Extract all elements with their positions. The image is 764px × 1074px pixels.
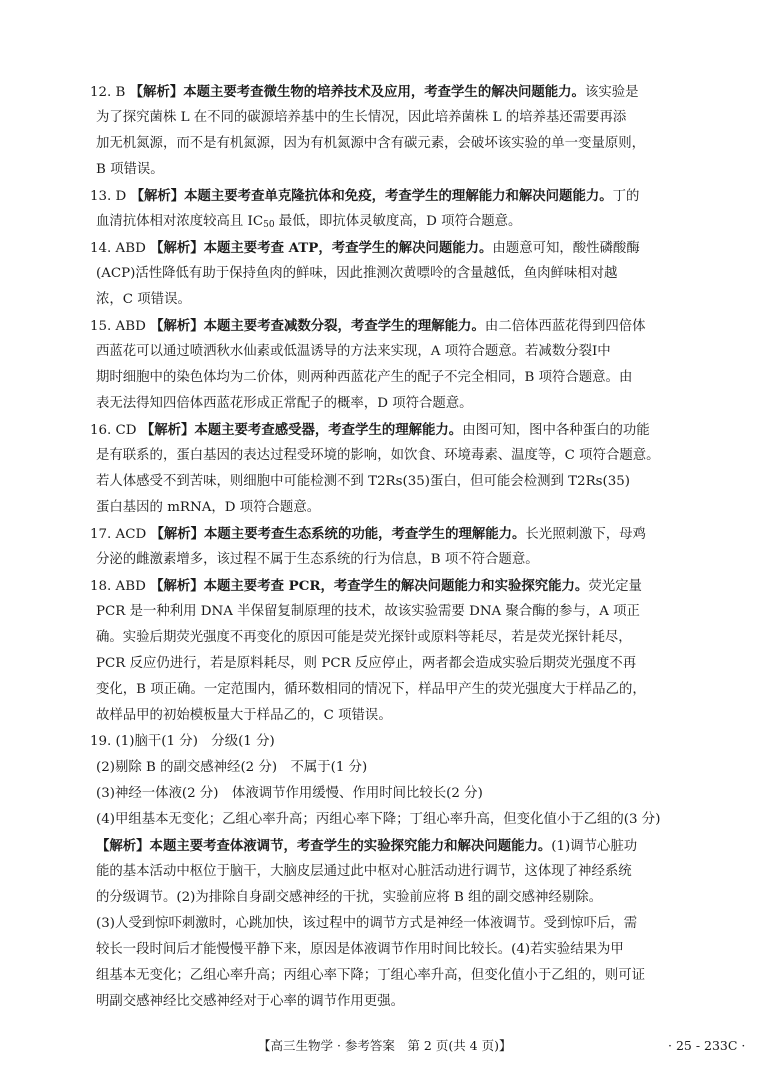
item-14-line-3: 浓，C 项错误。 xyxy=(96,292,191,307)
item-16-line-3: 若人体感受不到苦味，则细胞中可能检测不到 T2Rs(35)蛋白，但可能会检测到 T2Rs(35) xyxy=(96,474,631,489)
item-19-analysis-line-7: 明副交感神经比交感神经对于心率的调节作用更强。 xyxy=(96,994,404,1009)
analysis-heading: 【解析】本题主要考查体液调节，考查学生的实验探究能力和解决问题能力。 xyxy=(96,838,552,854)
item-19-analysis-line-2: 能的基本活动中枢位于脑干，大脑皮层通过此中枢对心脏活动进行调节，这体现了神经系统 xyxy=(96,864,632,879)
analysis-text: 由图可知，图中各种蛋白的功能 xyxy=(462,423,650,438)
item-19-answer-4: (4)甲组基本无变化；乙组心率升高；丙组心率下降；丁组心率升高，但变化值小于乙组的(3 分) xyxy=(96,812,661,827)
item-15-line-2: 西蓝花可以通过喷洒秋水仙素或低温诱导的方法来实现，A 项符合题意。若减数分裂Ⅰ中 xyxy=(96,344,611,359)
subscript: 50 xyxy=(263,220,275,230)
item-19-analysis-line-4: (3)人受到惊吓刺激时，心跳加快，该过程中的调节方式是神经一体液调节。受到惊吓后，需 xyxy=(96,916,638,931)
analysis-heading: 【解析】本题主要考查减数分裂，考查学生的理解能力。 xyxy=(150,318,485,334)
item-number: 13. D xyxy=(90,189,127,204)
item-15-line-3: 期时细胞中的染色体均为二价体，则两种西蓝花产生的配子不完全相同，B 项符合题意。由 xyxy=(96,370,633,385)
item-17-line-2: 分泌的雌激素增多，该过程不属于生态系统的行为信息，B 项不符合题意。 xyxy=(96,552,539,567)
item-12-line-4: B 项错误。 xyxy=(96,162,164,177)
analysis-heading: 【解析】本题主要考查单克隆抗体和免疫，考查学生的理解能力和解决问题能力。 xyxy=(130,188,613,204)
analysis-text: 丁的 xyxy=(612,189,640,204)
item-19-answer-1: 19. (1)脑干(1 分) 分级(1 分) xyxy=(90,734,275,749)
analysis-text: 由题意可知，酸性磷酸酶 xyxy=(492,241,640,256)
item-19-analysis-line-5: 较长一段时间后才能慢慢平静下来，原因是体液调节作用时间比较长。(4)若实验结果为甲 xyxy=(96,942,624,957)
analysis-text: 由二倍体西蓝花得到四倍体 xyxy=(484,319,646,334)
analysis-heading: 【解析】本题主要考查生态系统的功能，考查学生的理解能力。 xyxy=(150,526,526,542)
item-12-line-2: 为了探究菌株 L 在不同的碳源培养基中的生长情况，因此培养菌株 L 的培养基还需要再添 xyxy=(96,110,627,125)
item-18-line-2: PCR 是一种利用 DNA 半保留复制原理的技术，故该实验需要 DNA 聚合酶的参与，A 项正 xyxy=(96,604,640,619)
analysis-text: (1)调节心脏功 xyxy=(551,839,638,854)
footer-code: · 25 - 233C · xyxy=(668,1038,746,1053)
item-19-analysis-line-1 xyxy=(96,833,736,859)
analysis-text: 该实验是 xyxy=(584,85,639,100)
item-number: 14. ABD xyxy=(90,241,146,256)
item-18-line-4: PCR 反应仍进行，若是原料耗尽，则 PCR 反应停止，两者都会造成实验后期荧光强度不再 xyxy=(96,656,637,671)
item-number: 12. B xyxy=(90,85,126,100)
item-19-analysis-line-6: 组基本无变化；乙组心率升高；丙组心率下降；丁组心率升高，但变化值小于乙组的，则可证 xyxy=(96,968,646,983)
item-15-line-1 xyxy=(90,313,736,339)
page-footer xyxy=(0,1034,764,1058)
analysis-heading: 【解析】本题主要考查微生物的培养技术及应用，考查学生的解决问题能力。 xyxy=(129,84,585,100)
item-14-line-1 xyxy=(90,235,736,261)
item-18-line-6: 故样品甲的初始模板量大于样品乙的，C 项错误。 xyxy=(96,708,392,723)
item-12-line-3: 加无机氮源，而不是有机氮源，因为有机氮源中含有碳元素，会破坏该实验的单一变量原则， xyxy=(96,136,646,151)
item-19-answer-2: (2)剔除 B 的副交感神经(2 分) 不属于(1 分) xyxy=(96,760,368,775)
analysis-heading: 【解析】本题主要考查 ATP，考查学生的解决问题能力。 xyxy=(150,240,493,256)
item-16-line-4: 蛋白基因的 mRNA，D 项符合题意。 xyxy=(96,500,321,515)
analysis-text: 荧光定量 xyxy=(588,579,642,594)
item-18-line-1 xyxy=(90,573,736,599)
item-number: 18. ABD xyxy=(90,579,146,594)
item-number: 17. ACD xyxy=(90,527,147,542)
item-16-line-2: 是有联系的，蛋白基因的表达过程受环境的影响，如饮食、环境毒素、温度等，C 项符合题意。 xyxy=(96,448,660,463)
item-13-line-2 xyxy=(96,209,736,235)
item-number: 15. ABD xyxy=(90,319,146,334)
item-18-line-5: 变化，B 项正确。一定范围内，循环数相同的情况下，样品甲产生的荧光强度大于样品乙的， xyxy=(96,682,646,697)
item-19-answer-3: (3)神经一体液(2 分) 体液调节作用缓慢、作用时间比较长(2 分) xyxy=(96,786,483,801)
item-18-line-3: 确。实验后期荧光强度不再变化的原因可能是荧光探针或原料等耗尽，若是荧光探针耗尽， xyxy=(96,630,632,645)
item-17-line-1 xyxy=(90,521,736,547)
item-16-line-1 xyxy=(90,417,736,443)
analysis-heading: 【解析】本题主要考查感受器，考查学生的理解能力。 xyxy=(140,422,463,438)
item-14-line-2: (ACP)活性降低有助于保持鱼肉的鲜味，因此推测次黄嘌呤的含量越低，鱼肉鲜味相对越 xyxy=(96,266,618,281)
analysis-heading: 【解析】本题主要考查 PCR，考查学生的解决问题能力和实验探究能力。 xyxy=(150,578,589,594)
footer-title: 【高三生物学 · 参考答案 第 2 页(共 4 页)】 xyxy=(258,1038,512,1053)
item-13-line-1 xyxy=(90,183,736,209)
line-text: 血清抗体相对浓度较高且 IC xyxy=(96,214,264,229)
analysis-text: 长光照刺激下，母鸡 xyxy=(525,527,646,542)
item-number: 16. CD xyxy=(90,423,137,438)
line-text: 最低，即抗体灵敏度高，D 项符合题意。 xyxy=(274,214,522,229)
item-19-analysis-line-3: 的分级调节。(2)为排除自身副交感神经的干扰，实验前应将 B 组的副交感神经剔除。 xyxy=(96,890,602,905)
item-12-line-1 xyxy=(90,79,736,105)
item-15-line-4: 表无法得知四倍体西蓝花形成正常配子的概率，D 项符合题意。 xyxy=(96,396,473,411)
